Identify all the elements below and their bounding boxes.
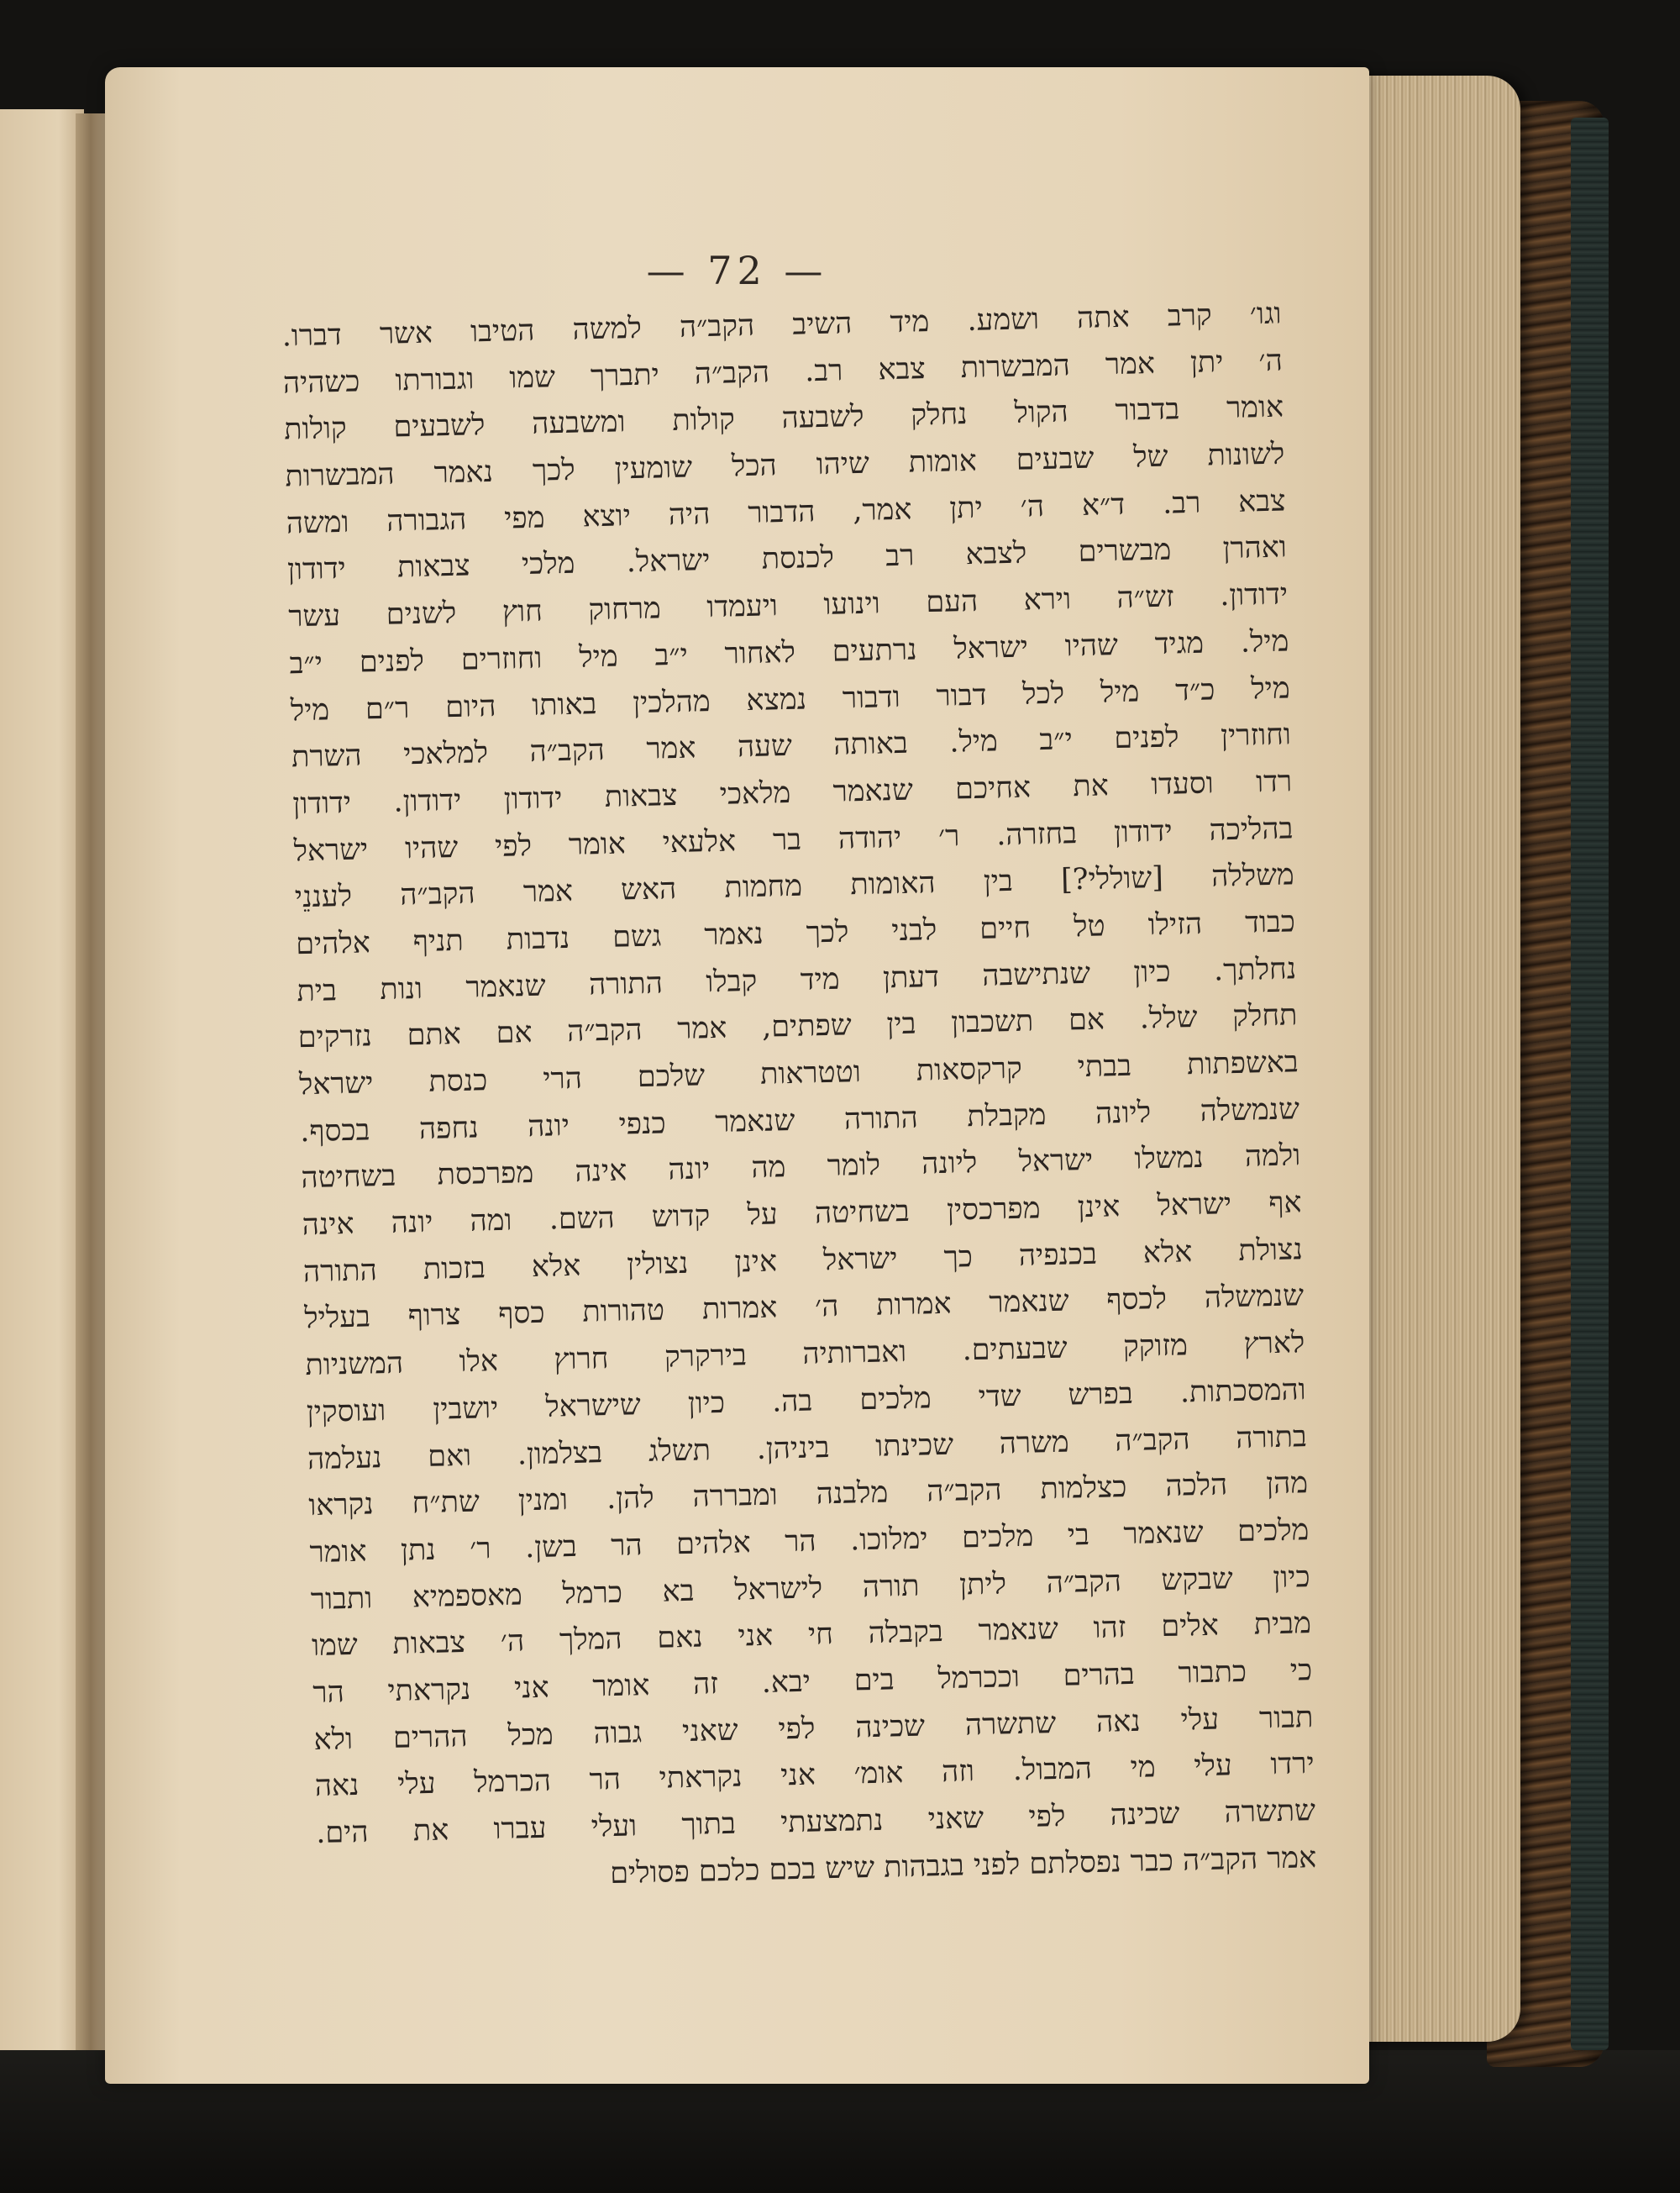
text-line: באשפתות בבתי קרקסאות וטטראות שלכם הרי כנסת ישראל [298,1045,1299,1102]
left-page-edge [0,109,84,2050]
text-line: והמסכתות. בפרש שדי מלכים בה. כיון שישראל יושבין ועוסקין [306,1372,1306,1429]
text-line: נצולת אלא בכנפיה כך ישראל אינן נצולין אלא בזכות התורה [302,1232,1304,1289]
text-line: משללה [שוללי?] בין האומות מחמות האש אמר הקב״ה לעננֵי [294,858,1295,915]
text-line: נחלתך. כיון שנתישבה דעתן מיד קבלו התורה שנאמר ונות בית [296,951,1297,1008]
text-line: רדו וסעדו את אחיכם שנאמר מלאכי צבאות ידודון ידודון. ידודון [291,765,1293,822]
text-line: מלכים שנאמר בי מלכים ימלוכו. הר אלהים הר בשן. ר׳ נתן אומר [309,1513,1310,1570]
text-line: מבית אלים זהו שנאמר בקבלה חי אני נאם המלך ה׳ צבאות שמו [311,1607,1312,1664]
text-line: שנמשלה ליונה מקבלת התורה שנאמר כנפי יונה נחפה בכסף. [299,1091,1300,1149]
text-line: כי כתבור בהרים וככרמל בים יבא. זה אומר אני נקראתי הר [312,1654,1313,1711]
text-line: בתורה הקב״ה משרה שכינתו ביניהן. תשלג בצלמון. ואם נעלמה [307,1419,1308,1476]
text-line: צבא רב. ד״א ה׳ יתן אמר, הדבור היה יוצא מפי הגבורה ומשה [286,484,1286,541]
text-line: ידודון. זש״ה וירא העם וינועו ויעמדו מרחוק חוץ לשנים עשר [287,577,1289,634]
body-text [281,292,1317,1905]
text-line: בהליכה ידודון בחזרה. ר׳ יהודה בר אלעאי אומר לפי שהיו ישראל [293,811,1294,868]
text-line: לארץ מזוקק שבעתים. ואברותיה בירקרק חרוץ אלו המשניות [305,1326,1305,1383]
text-line: אמר הקב״ה כבר נפסלתם לפני בגבהות שיש בכם כלכם פסולים [609,1840,1317,1891]
text-line: מיל כ״ד מיל לכל דבור ודבור נמצא מהלכין באותו היום ר״ם מיל [290,671,1291,728]
text-line: כבוד הזילו טל חיים לבני לכך נאמר גשם נדבות תניף אלהים [295,905,1296,962]
text-line: אומר בדבור הקול נחלק לשבעה קולות ומשבעה לשבעים קולות [283,390,1284,447]
text-line: ירדו עלי מי המבול. וזה אומ׳ אני נקראתי הר הכרמל עלי נאה [314,1747,1315,1804]
text-line: תבור עלי נאה שתשרה שכינה לפי שאני גבוה מכל ההרים ולא [313,1700,1314,1757]
text-line: תחלק שלל. אם תשכבון בין שפתים, אמר הקב״ה אם אתם נזרקים [297,998,1298,1055]
text-line: אף ישראל אינן מפרכסין בשחיטה על קדוש השם. ומה יונה אינה [302,1186,1302,1243]
text-line: וגו׳ קרב אתה ושמע. מיד השיב הקב״ה למשה הטיבו אשר דברו. [281,297,1282,354]
spine-cloth [1571,118,1609,2050]
text-line: שתשרה שכינה לפי שאני נתמצעתי בתוך ועלי עברו את הים. [315,1794,1316,1851]
book-page [105,67,1369,2084]
text-line: ה׳ יתן אמר המבשרות צבא רב. הקב״ה יתברך שמו וגבורתו כשהיה [282,344,1284,401]
text-line: וחוזרין לפנים י״ב מיל. באותה שעה אמר הקב״ה למלאכי השרת [291,718,1292,775]
text-line: ואהרן מבשרים לצבא רב לכנסת ישראל. מלכי צבאות ידודון [286,530,1288,587]
text-line: מיל. מגיד שהיו ישראל נרתעים לאחור י״ב מיל וחוזרים לפנים י״ב [289,624,1289,681]
book-gutter [76,113,109,2050]
text-line: שנמשלה לכסף שנאמר אמרות ה׳ אמרות טהורות כסף צרוף בעליל [303,1279,1305,1336]
text-line: כיון שבקש הקב״ה ליתן תורה לישראל בא כרמל מאספמיא ותבור [310,1559,1311,1617]
text-line: מהן הלכה כצלמות הקב״ה מלבנה ומבררה להן. ומנין שת״ח נקראו [307,1466,1309,1523]
text-line: ולמה נמשלו ישראל ליונה לומר מה יונה אינה מפרכסת בשחיטה [301,1139,1301,1196]
text-line: לשונות של שבעים אומות שיהו הכל שומעין לכך נאמר המבשרות [285,437,1285,494]
page-number: — 72 — [646,248,828,293]
